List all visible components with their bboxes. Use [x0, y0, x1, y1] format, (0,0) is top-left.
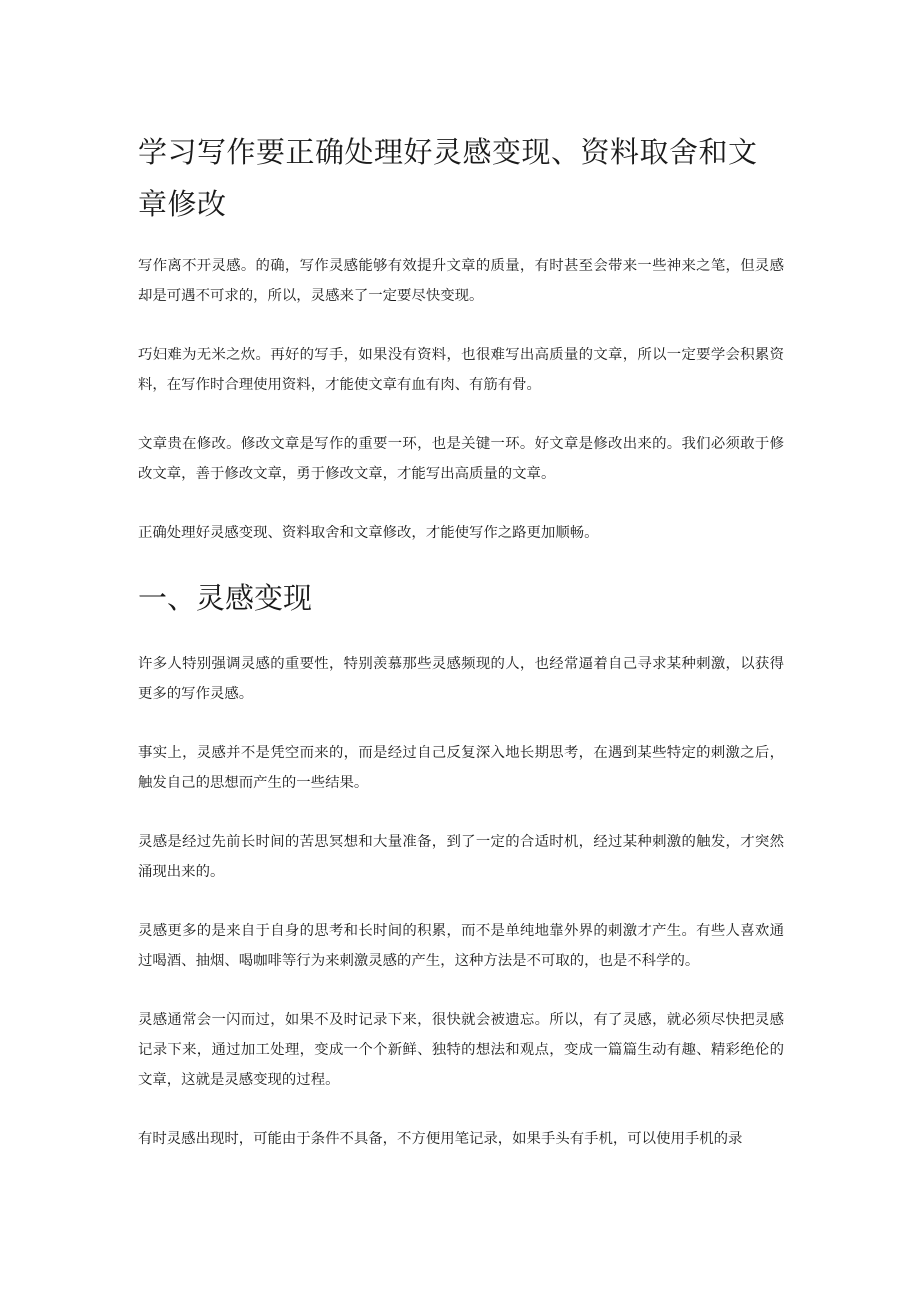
spacer [138, 798, 784, 827]
section-heading: 一、灵感变现 [138, 581, 313, 615]
document-title: 学习写作要正确处理好灵感变现、资料取舍和文章修改 [138, 135, 758, 221]
spacer [138, 1095, 784, 1124]
section-paragraph: 灵感通常会一闪而过，如果不及时记录下来，很快就会被遗忘。所以，有了灵感，就必须尽快把灵感记录下来，通过加工处理，变成一个个新鲜、独特的想法和观点，变成一篇篇生动有趣、精彩绝伦的文章，这就是灵感变现的过程。 [138, 1012, 784, 1088]
section-paragraph: 灵感更多的是来自于自身的思考和长时间的积累，而不是单纯地靠外界的刺激才产生。有些人喜欢通过喝酒、抽烟、喝咖啡等行为来刺激灵感的产生，这种方法是不可取的，也是不科学的。 [138, 923, 784, 969]
spacer [138, 887, 784, 916]
section-paragraph: 有时灵感出现时，可能由于条件不具备，不方便用笔记录，如果手头有手机，可以使用手机的录 [138, 1131, 743, 1147]
intro-paragraph: 正确处理好灵感变现、资料取舍和文章修改，才能使写作之路更加顺畅。 [138, 525, 599, 541]
spacer [138, 618, 784, 649]
section-paragraph: 许多人特别强调灵感的重要性，特别羡慕那些灵感频现的人，也经常逼着自己寻求某种刺激，以获得更多的写作灵感。 [138, 656, 784, 702]
spacer [138, 400, 784, 429]
section-paragraph: 灵感是经过先前长时间的苦思冥想和大量准备，到了一定的合适时机，经过某种刺激的触发，才突然涌现出来的。 [138, 834, 784, 880]
spacer [138, 976, 784, 1005]
document-page [138, 126, 784, 1154]
section-paragraph: 事实上，灵感并不是凭空而来的，而是经过自己反复深入地长期思考，在遇到某些特定的刺激之后，触发自己的思想而产生的一些结果。 [138, 745, 784, 791]
spacer [138, 709, 784, 738]
spacer [138, 548, 784, 578]
intro-paragraph: 巧妇难为无米之炊。再好的写手，如果没有资料，也很难写出高质量的文章，所以一定要学会积累资料，在写作时合理使用资料，才能使文章有血有肉、有筋有骨。 [138, 347, 784, 393]
intro-paragraph: 写作离不开灵感。的确，写作灵感能够有效提升文章的质量，有时甚至会带来一些神来之笔，但灵感却是可遇不可求的，所以，灵感来了一定要尽快变现。 [138, 258, 784, 304]
intro-paragraph: 文章贵在修改。修改文章是写作的重要一环，也是关键一环。好文章是修改出来的。我们必须敢于修改文章，善于修改文章，勇于修改文章，才能写出高质量的文章。 [138, 436, 784, 482]
spacer [138, 311, 784, 340]
spacer [138, 230, 784, 251]
spacer [138, 489, 784, 518]
